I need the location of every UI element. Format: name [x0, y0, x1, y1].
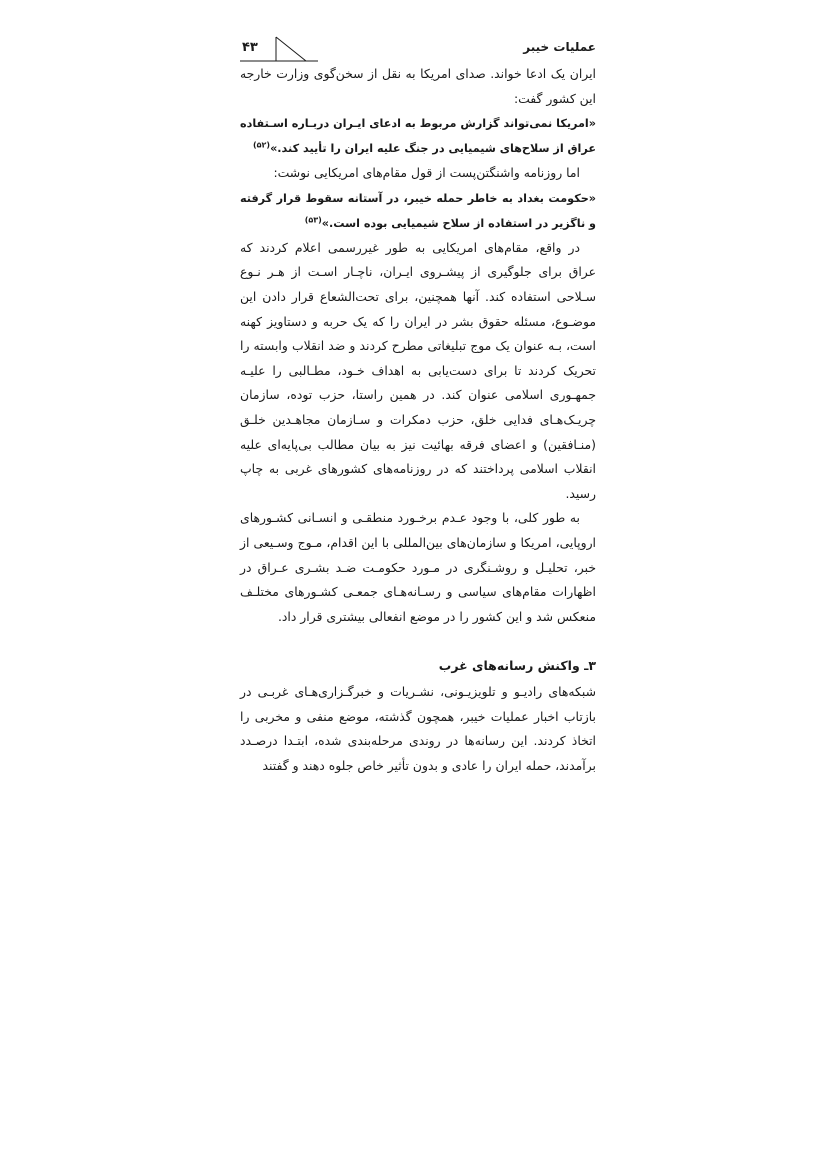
book-page [240, 34, 596, 779]
footnote-ref-53: (۵۳) [304, 215, 322, 225]
header-divider-icon [240, 34, 596, 62]
paragraph-2: اما روزنامه واشنگتن‌پست از قول مقام‌های امریکایی نوشت: [273, 165, 580, 181]
running-title: عملیات خیبر [523, 40, 596, 54]
quote-2 [240, 186, 596, 236]
paragraph-5: شبکه‌های رادیـو و تلویزیـونی، نشـریات و خبرگـزاری‌هـای غربـی در بازتاب اخبار عملیات خیبر، همچون گذشته، موضع منفی و مخربی را اتخاذ کردند. این رسانه‌ها در روندی مرحله‌بندی شده، ابتـدا درصـدد برآمدند، حمله ایران را عادی و بدون تأثیر خاص جلوه دهند و گفتند [240, 684, 596, 774]
paragraph-3: در واقع، مقام‌های امریکایی به طور غیررسمی اعلام کردند که عراق برای جلوگیری از پیشـروی ایـران، ناچـار اسـت از هـر نـوع سـلاحی استفاده کند. آنها همچنین، برای تحت‌الشعاع قرار دادن این موضـوع، مسئله حقوق بشر در ایران را که یک حربه و دستاویز کهنه است، بـه عنوان یک موج تبلیغاتی مطرح کردند و ضد انقلاب وابسته را تحریک کردند تا برای دست‌یابی به اهداف خـود، مطـالبی را علیـه جمهـوری اسلامی عنوان کند. در همین راستا، حزب توده، سازمان چریـک‌هـای فدایی خلق، حزب دمکرات و سـازمان مجاهـدین خلـق (منـافقین) و اعضای فرقه بهائیت نیز به بیان مطالب بی‌پایه‌ای علیه انقلاب اسلامی پرداختند که در روزنامه‌های کشورهای غربی به چاپ رسید. [240, 239, 596, 501]
section-heading: ۳ـ واکنش رسانه‌های غرب [438, 658, 596, 674]
paragraph-4: به طور کلی، با وجود عـدم برخـورد منطقـی و انسـانی کشـورهای اروپایی، امریکا و سازمان‌های بین‌المللی با این اقدام، مـوج وسـیعی از خبر، تحلیـل و روشـنگری در مـورد حکومـت ضـد بشـری عـراق در اظهارات مقام‌های سیاسی و رسـانه‌هـای جمعـی کشـورهای مختلـف منعکس شد و این کشور را در موضع انفعالی بیشتری قرار داد. [240, 510, 596, 624]
footnote-ref-52: (۵۲) [253, 140, 271, 150]
quote-1 [240, 111, 596, 161]
quote-1-text: «امریکا نمی‌تواند گزارش مربوط به ادعای ایـران دربـاره اسـتفاده عراق از سلاح‌های شیمیایی در جنگ علیه ایران را تأیید کند.» [240, 117, 596, 156]
running-header [240, 34, 596, 62]
page-number: ۴۳ [242, 40, 258, 55]
quote-2-text: «حکومت بغداد به خاطر حمله خیبر، در آستانه سقوط قرار گرفته و ناگزیر در استفاده از سلاح شیمیایی بوده است.» [240, 191, 596, 230]
paragraph-1: ایران یک ادعا خواند. صدای امریکا به نقل از سخن‌گوی وزارت خارجه این کشور گفت: [240, 66, 596, 106]
